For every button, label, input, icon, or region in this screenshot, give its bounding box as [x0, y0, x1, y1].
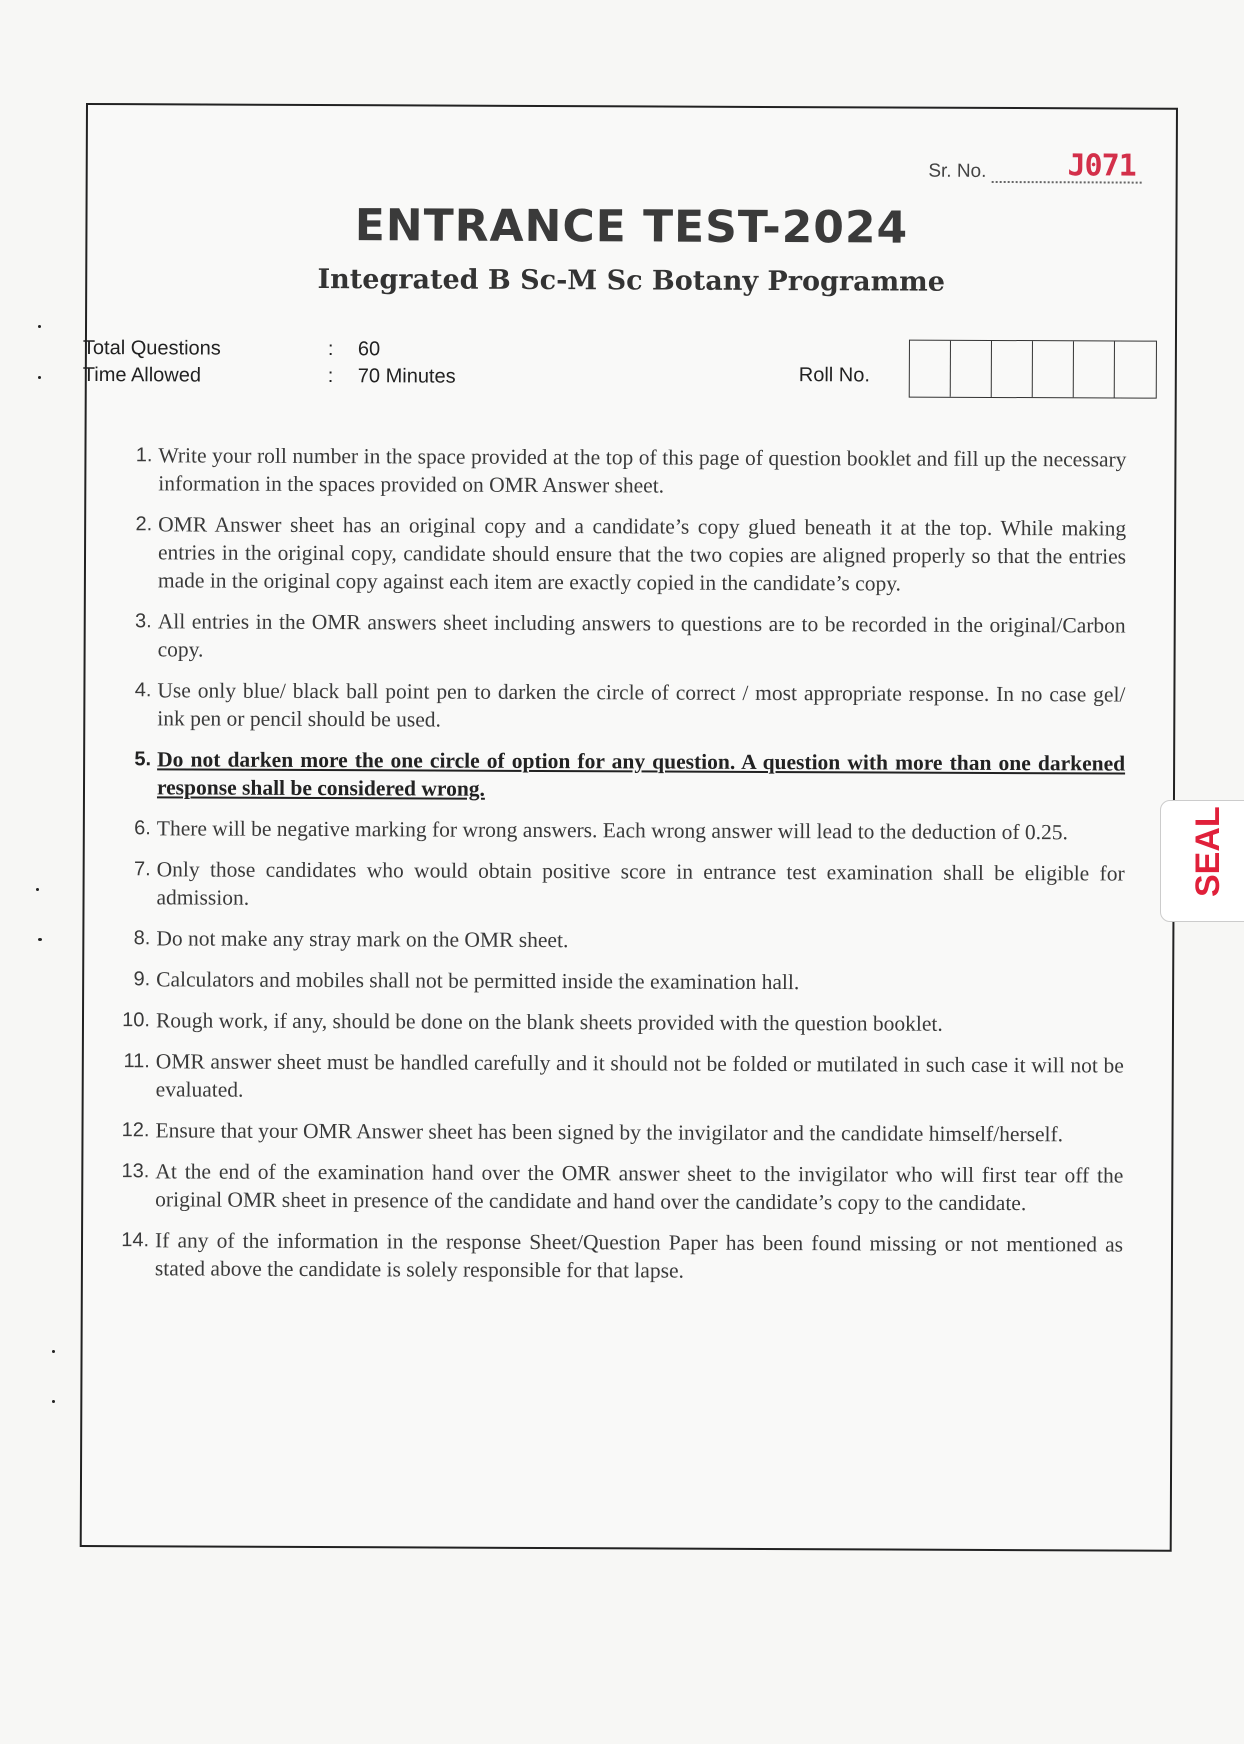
instruction-number: 7.	[133, 858, 151, 881]
instruction-number: 1.	[135, 444, 153, 467]
instruction-number: 9.	[133, 968, 151, 991]
instruction-text: Do not darken more the one circle of option for any question. A question with more than one darkened response shall be considered wrong.	[156, 747, 1126, 801]
scan-speck	[36, 888, 39, 891]
scan-speck	[38, 325, 41, 328]
serial-number-field	[992, 148, 1142, 184]
instruction-item	[116, 510, 1126, 598]
exam-meta	[83, 337, 456, 393]
instruction-item	[115, 676, 1125, 736]
instruction-text: All entries in the OMR answers sheet including answers to questions are to be recorded in the original/Carbon copy.	[157, 609, 1126, 662]
instruction-item-emphasis	[115, 745, 1125, 805]
instruction-number: 11.	[123, 1050, 150, 1073]
scan-speck	[38, 938, 42, 941]
instruction-text: Calculators and mobiles shall not be permitted inside the examination hall.	[156, 967, 800, 995]
instruction-text: Ensure that your OMR Answer sheet has been signed by the invigilator and the candidate himself/herself.	[155, 1118, 1064, 1147]
instruction-number: 3.	[135, 610, 152, 633]
time-allowed-label: Time Allowed	[82, 363, 202, 387]
instructions-list	[113, 441, 1127, 1299]
roll-no-box[interactable]	[1115, 341, 1156, 397]
roll-no-box[interactable]	[910, 341, 951, 397]
scan-speck	[52, 1350, 55, 1353]
instruction-item	[113, 1116, 1123, 1148]
instruction-text: Only those candidates who would obtain positive score in entrance test examination shall be eligible for admission.	[156, 857, 1125, 910]
instruction-text: There will be negative marking for wrong answers. Each wrong answer will lead to the deduction of 0.25.	[156, 816, 1068, 845]
time-allowed-row	[83, 364, 456, 393]
instruction-text: At the end of the examination hand over the OMR answer sheet to the invigilator who will first tear off the original OMR sheet in presence of the candidate and hand over the candidate’s copy to the candidate.	[155, 1159, 1124, 1216]
question-booklet-cover	[80, 103, 1178, 1552]
total-questions-value: 60	[357, 338, 381, 361]
instruction-number: 4.	[134, 679, 152, 702]
instruction-number: 14.	[121, 1229, 150, 1252]
roll-no-box[interactable]	[1074, 341, 1115, 397]
scan-speck	[38, 376, 41, 379]
instruction-number: 13.	[121, 1160, 150, 1183]
seal-label: SEAL	[1189, 806, 1227, 897]
instruction-text: Write your roll number in the space provided at the top of this page of question booklet and fill up the necessary information in the spaces provided on OMR Answer sheet.	[158, 443, 1127, 498]
serial-number-value: J071	[1067, 148, 1136, 184]
roll-no-box[interactable]	[1033, 341, 1074, 397]
instruction-text: Rough work, if any, should be done on the blank sheets provided with the question booklet.	[155, 1008, 943, 1036]
instruction-number: 10.	[122, 1009, 151, 1032]
instruction-text: Do not make any stray mark on the OMR sheet.	[156, 926, 569, 953]
roll-no-box[interactable]	[992, 341, 1033, 397]
serial-number-label: Sr. No.	[928, 160, 987, 182]
instruction-item	[116, 607, 1126, 667]
instruction-item	[116, 441, 1126, 501]
instruction-text: Use only blue/ black ball point pen to darken the circle of correct / most appropriate response. In no case gel/ ink pen or pencil should be used.	[157, 678, 1126, 732]
instruction-item	[113, 1157, 1123, 1217]
instruction-item	[114, 1047, 1124, 1107]
instruction-number: 12.	[121, 1119, 150, 1142]
instruction-number: 8.	[133, 927, 151, 950]
instruction-number: 2.	[135, 513, 153, 536]
programme-subtitle: Integrated B Sc-M Sc Botany Programme	[317, 264, 945, 298]
roll-no-label: Roll No.	[798, 364, 871, 387]
serial-number	[928, 148, 1141, 184]
total-questions-label: Total Questions	[82, 336, 221, 360]
page-title: ENTRANCE TEST-2024	[354, 200, 909, 254]
separator: :	[327, 338, 334, 361]
instruction-item	[115, 814, 1125, 846]
total-questions-row	[83, 337, 456, 366]
instruction-item	[114, 924, 1124, 956]
instruction-text: If any of the information in the response Sheet/Question Paper has been found missing or not mentioned as stated above the candidate is solely responsible for that lapse.	[154, 1228, 1124, 1283]
instruction-item	[114, 1006, 1124, 1038]
seal-sticker	[1160, 800, 1244, 922]
instruction-text: OMR answer sheet must be handled carefully and it should not be folded or mutilated in such case it will not be evaluated.	[155, 1049, 1124, 1102]
time-allowed-value: 70 Minutes	[357, 365, 456, 388]
roll-no-boxes	[909, 340, 1157, 399]
instruction-item	[114, 965, 1124, 997]
instruction-number: 6.	[134, 817, 151, 840]
roll-no-box[interactable]	[951, 341, 992, 397]
instruction-item	[113, 1226, 1123, 1286]
instruction-number: 5.	[134, 748, 152, 771]
scan-speck	[52, 1400, 55, 1403]
separator: :	[327, 365, 334, 388]
instruction-text: OMR Answer sheet has an original copy and a candidate’s copy glued beneath it at the top. While making entries in the original copy, candidate should ensure that the two copies are aligned properly so that the entries made in the original copy against each item are exactly copied in the candidate’s copy.	[157, 512, 1127, 596]
instruction-item	[114, 855, 1124, 915]
